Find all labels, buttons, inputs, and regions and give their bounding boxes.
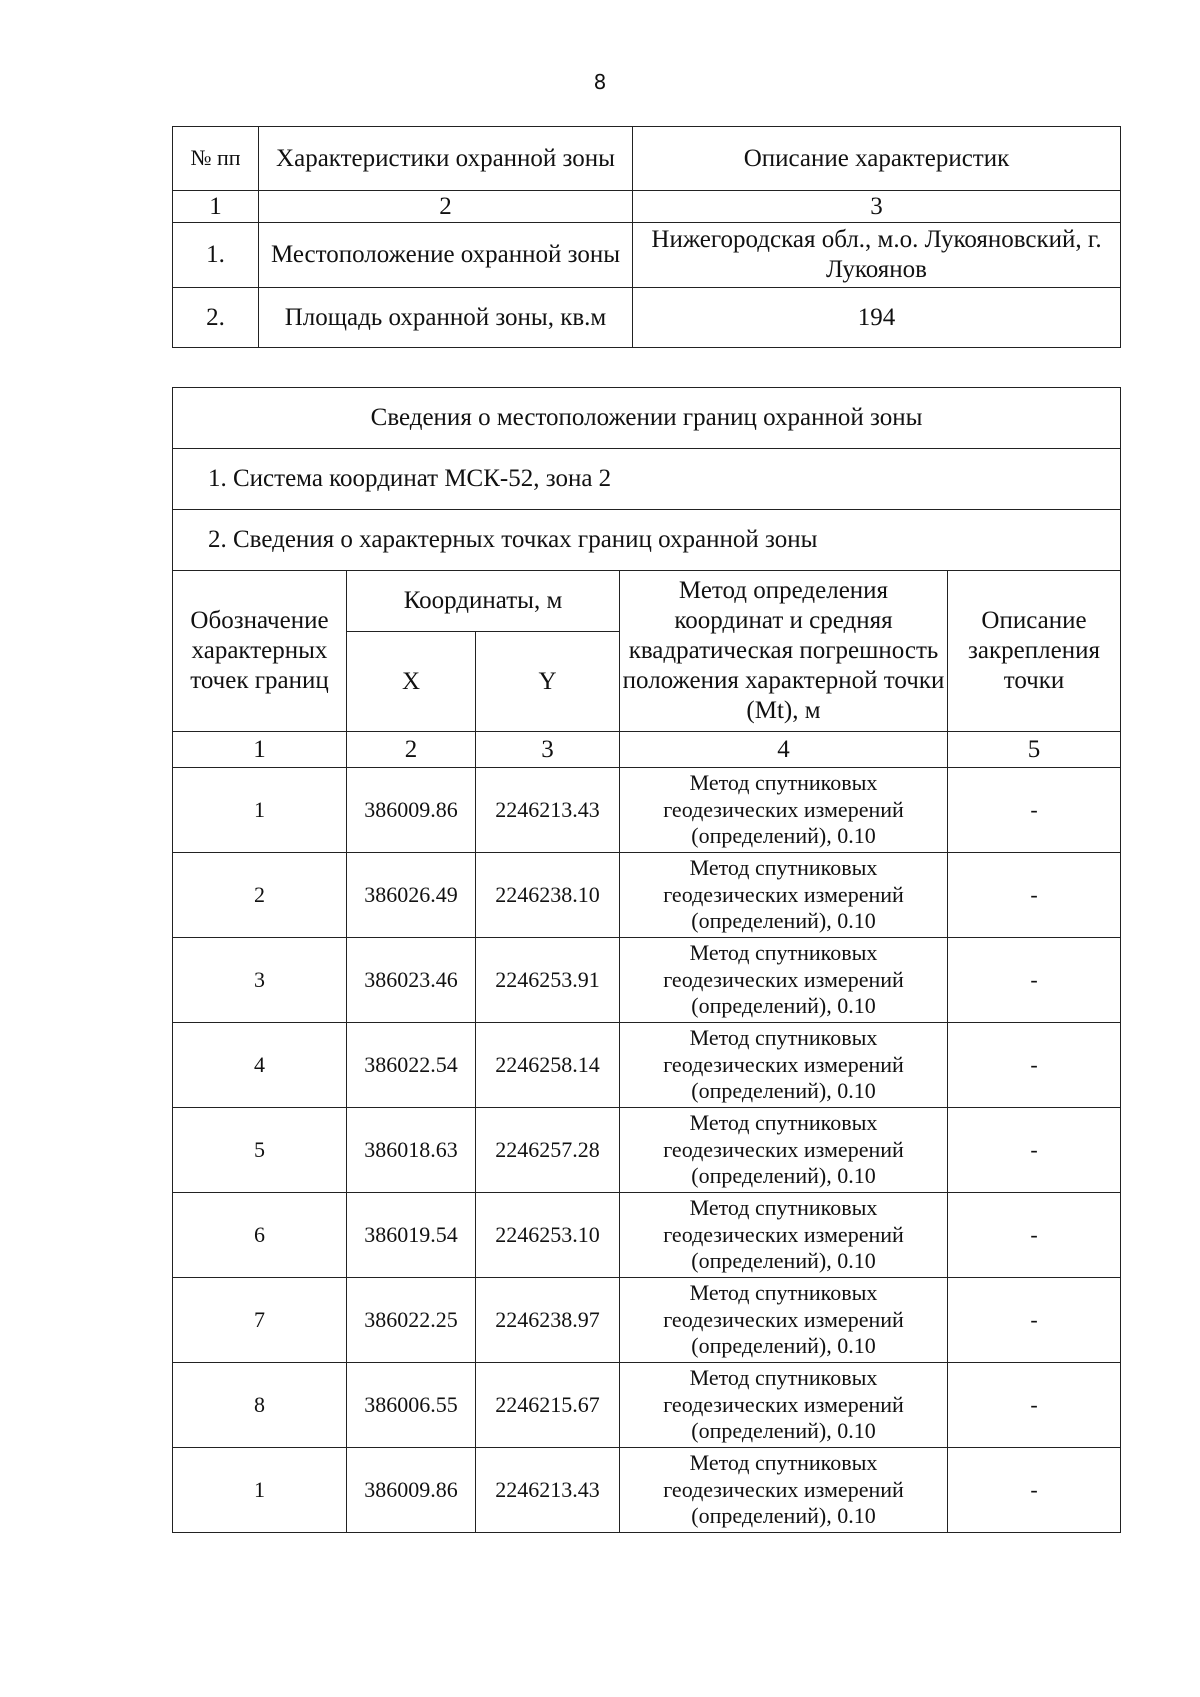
header-characteristic: Характеристики охранной зоны — [259, 127, 633, 191]
point-id: 3 — [173, 938, 347, 1023]
characteristic-cell: Местоположение охранной зоны — [259, 223, 633, 288]
x-coordinate: 386009.86 — [347, 1448, 476, 1533]
point-id: 2 — [173, 853, 347, 938]
y-coordinate: 2246238.97 — [476, 1278, 620, 1363]
header-fixing: Описание закрепления точки — [948, 571, 1121, 732]
fixing-cell: - — [948, 853, 1121, 938]
method-cell: Метод спутниковых геодезических измерений (определений), 0.10 — [620, 1023, 948, 1108]
x-coordinate: 386019.54 — [347, 1193, 476, 1278]
column-number: 5 — [948, 732, 1121, 768]
table-row — [173, 938, 1121, 1023]
column-number-row — [173, 732, 1121, 768]
column-number: 2 — [347, 732, 476, 768]
description-cell: Нижегородская обл., м.о. Лукояновский, г. Лукоянов — [633, 223, 1121, 288]
point-id: 4 — [173, 1023, 347, 1108]
method-cell: Метод спутниковых геодезических измерений (определений), 0.10 — [620, 1108, 948, 1193]
y-coordinate: 2246253.10 — [476, 1193, 620, 1278]
y-coordinate: 2246258.14 — [476, 1023, 620, 1108]
header-number: № пп — [173, 127, 259, 191]
header-x: X — [347, 632, 476, 732]
point-id: 1 — [173, 768, 347, 853]
method-cell: Метод спутниковых геодезических измерений (определений), 0.10 — [620, 853, 948, 938]
y-coordinate: 2246213.43 — [476, 1448, 620, 1533]
points-section-title: 2. Сведения о характерных точках границ охранной зоны — [173, 510, 1121, 571]
header-y: Y — [476, 632, 620, 732]
point-id: 1 — [173, 1448, 347, 1533]
fixing-cell: - — [948, 1363, 1121, 1448]
table-header-row — [173, 571, 1121, 632]
method-cell: Метод спутниковых геодезических измерений (определений), 0.10 — [620, 768, 948, 853]
table-subtitle-row — [173, 449, 1121, 510]
header-point: Обозначение характерных точек границ — [173, 571, 347, 732]
method-cell: Метод спутниковых геодезических измерений (определений), 0.10 — [620, 1363, 948, 1448]
fixing-cell: - — [948, 1193, 1121, 1278]
fixing-cell: - — [948, 1278, 1121, 1363]
column-number: 4 — [620, 732, 948, 768]
header-method: Метод определения координат и средняя квадратическая погрешность положения характерной точки (Mt), м — [620, 571, 948, 732]
characteristic-cell: Площадь охранной зоны, кв.м — [259, 288, 633, 348]
table-row — [173, 1108, 1121, 1193]
table-row — [173, 1448, 1121, 1533]
y-coordinate: 2246215.67 — [476, 1363, 620, 1448]
x-coordinate: 386009.86 — [347, 768, 476, 853]
table-row — [173, 1023, 1121, 1108]
column-number: 1 — [173, 732, 347, 768]
column-number: 1 — [173, 191, 259, 223]
table-row — [173, 288, 1121, 348]
table-row — [173, 1278, 1121, 1363]
coordinate-system: 1. Система координат МСК-52, зона 2 — [173, 449, 1121, 510]
y-coordinate: 2246238.10 — [476, 853, 620, 938]
method-cell: Метод спутниковых геодезических измерений (определений), 0.10 — [620, 938, 948, 1023]
header-description: Описание характеристик — [633, 127, 1121, 191]
y-coordinate: 2246257.28 — [476, 1108, 620, 1193]
column-number: 3 — [633, 191, 1121, 223]
table-title: Сведения о местоположении границ охранной зоны — [173, 388, 1121, 449]
table-row — [173, 768, 1121, 853]
row-number: 1. — [173, 223, 259, 288]
point-id: 8 — [173, 1363, 347, 1448]
y-coordinate: 2246213.43 — [476, 768, 620, 853]
x-coordinate: 386018.63 — [347, 1108, 476, 1193]
point-id: 6 — [173, 1193, 347, 1278]
x-coordinate: 386026.49 — [347, 853, 476, 938]
point-id: 7 — [173, 1278, 347, 1363]
fixing-cell: - — [948, 1108, 1121, 1193]
fixing-cell: - — [948, 1448, 1121, 1533]
x-coordinate: 386022.54 — [347, 1023, 476, 1108]
column-number: 3 — [476, 732, 620, 768]
fixing-cell: - — [948, 768, 1121, 853]
x-coordinate: 386023.46 — [347, 938, 476, 1023]
point-id: 5 — [173, 1108, 347, 1193]
boundary-points-table — [172, 387, 1121, 1533]
x-coordinate: 386022.25 — [347, 1278, 476, 1363]
column-number: 2 — [259, 191, 633, 223]
fixing-cell: - — [948, 938, 1121, 1023]
description-cell: 194 — [633, 288, 1121, 348]
table-title-row — [173, 388, 1121, 449]
page-number: 8 — [593, 70, 607, 94]
table-row — [173, 1363, 1121, 1448]
table-row — [173, 223, 1121, 288]
y-coordinate: 2246253.91 — [476, 938, 620, 1023]
header-coordinates: Координаты, м — [347, 571, 620, 632]
fixing-cell: - — [948, 1023, 1121, 1108]
table-header-row — [173, 127, 1121, 191]
method-cell: Метод спутниковых геодезических измерений (определений), 0.10 — [620, 1193, 948, 1278]
table-subtitle-row — [173, 510, 1121, 571]
row-number: 2. — [173, 288, 259, 348]
column-number-row — [173, 191, 1121, 223]
table-row — [173, 1193, 1121, 1278]
zone-characteristics-table — [172, 126, 1121, 348]
method-cell: Метод спутниковых геодезических измерений (определений), 0.10 — [620, 1448, 948, 1533]
x-coordinate: 386006.55 — [347, 1363, 476, 1448]
method-cell: Метод спутниковых геодезических измерений (определений), 0.10 — [620, 1278, 948, 1363]
table-row — [173, 853, 1121, 938]
